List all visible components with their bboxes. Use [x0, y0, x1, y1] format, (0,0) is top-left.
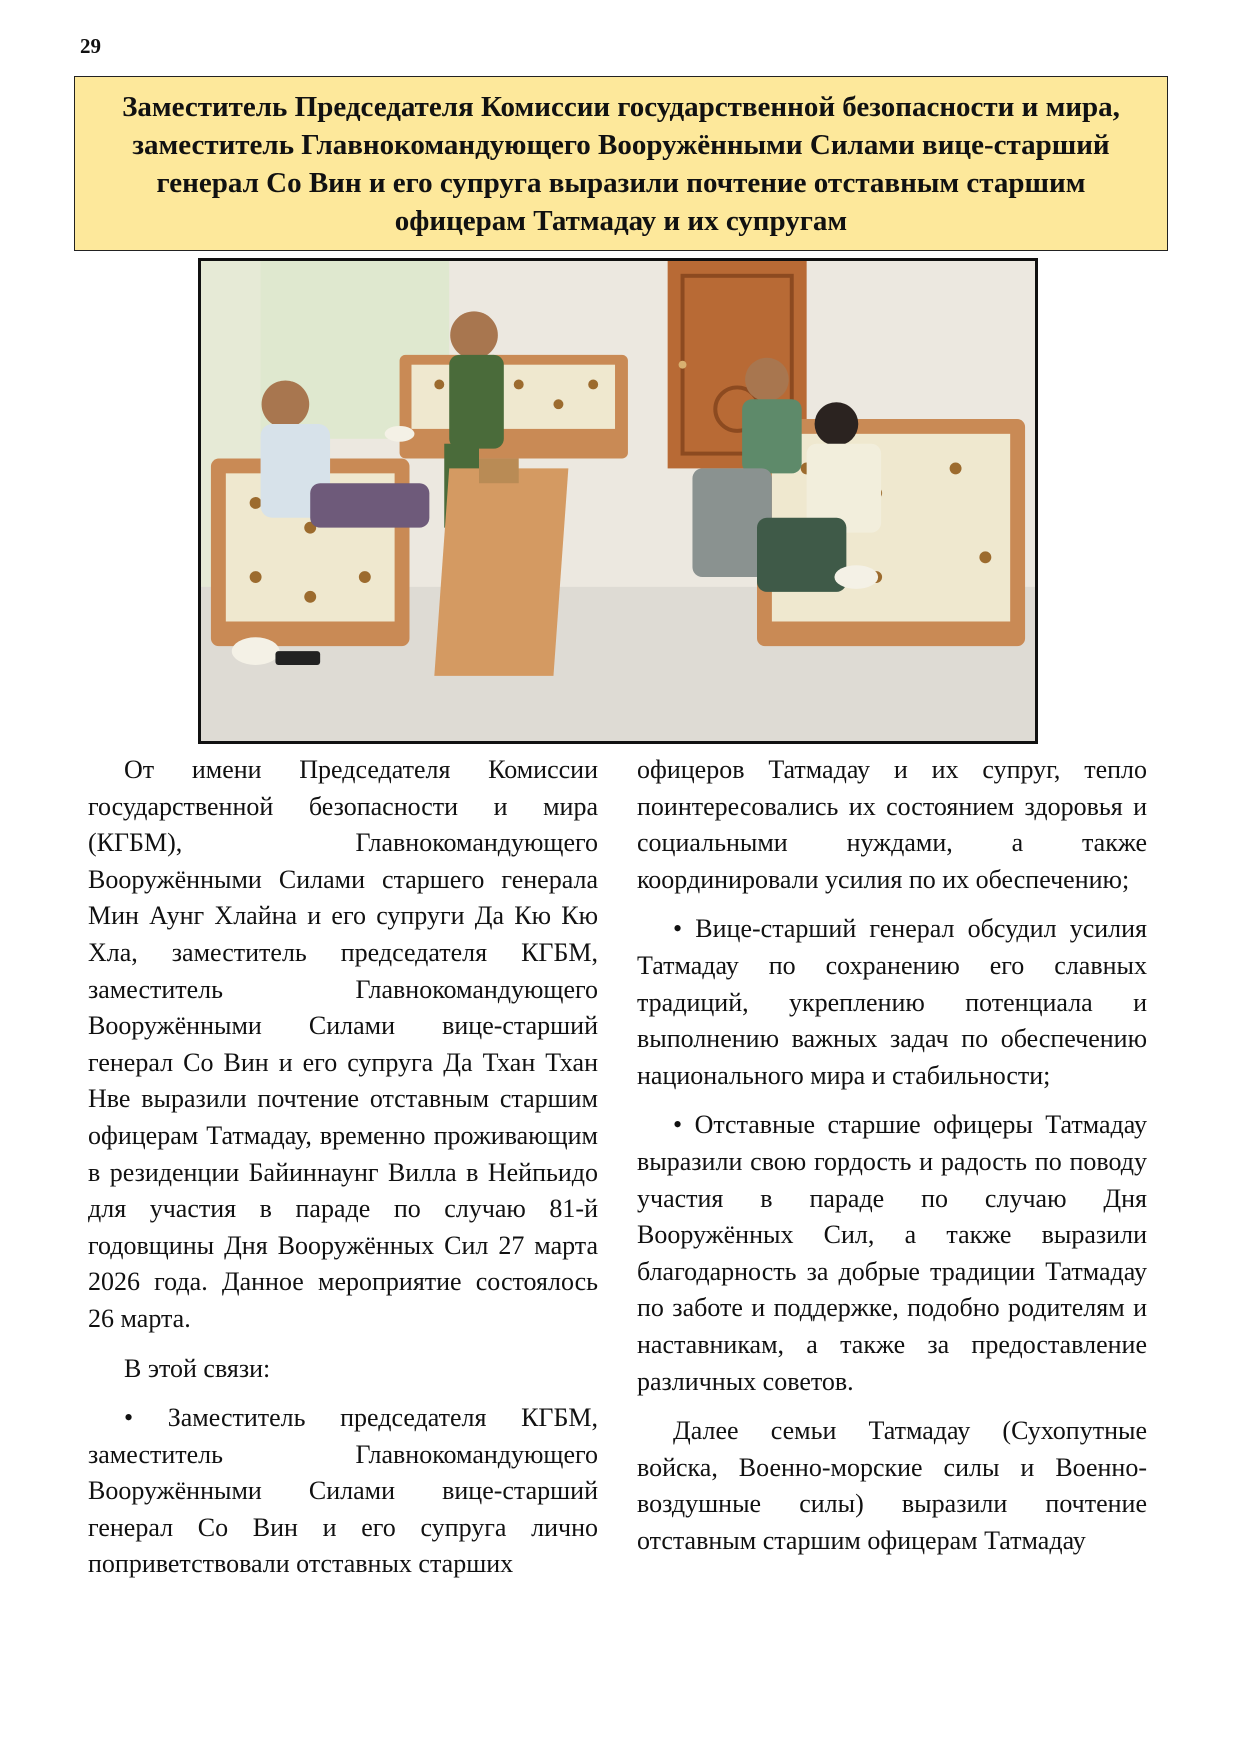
bullet-1-end: офицеров Татмадау и их супруг, тепло поинтересовались их состоянием здоровья и социальными нуждами, а также координировали усилия по их обеспечению;	[637, 755, 1147, 894]
bullet-icon: •	[673, 914, 683, 944]
right-column	[637, 752, 1147, 1572]
title-box	[74, 76, 1168, 251]
bullet-icon: •	[124, 1403, 134, 1433]
article-title: Заместитель Председателя Комиссии государственной безопасности и мира, заместитель Главнокомандующего Вооружёнными Силами вице-старший генерал Со Вин и его супруга выразили почтение отставным старшим офицерам Татмадау и их супругам	[122, 90, 1120, 237]
article-photo	[198, 258, 1038, 744]
page-number: 29	[80, 34, 101, 58]
bullet-3	[637, 1107, 1147, 1400]
intro-paragraph: От имени Председателя Комиссии государственной безопасности и мира (КГБМ), Главнокомандующего Вооружёнными Силами старшего генерала Мин Аунг Хлайна и его супруги Да Кю Кю Хла, заместитель председателя КГБМ, заместитель Главнокомандующего Вооружёнными Силами вице-старший генерал Со Вин и его супруга Да Тхан Тхан Нве выразили почтение отставным старшим офицерам Татмадау, временно проживающим в резиденции Байиннаунг Вилла в Нейпьидо для участия в параде по случаю 81-й годовщины Дня Вооружённых Сил 27 марта 2026 года. Данное мероприятие состоялось 26 марта.	[88, 755, 598, 1333]
bullet-2	[637, 911, 1147, 1094]
bullet-icon: •	[673, 1110, 683, 1140]
left-column	[88, 752, 598, 1596]
bullet-1-start	[88, 1400, 598, 1583]
bullet-2-text: Вице-старший генерал обсудил усилия Татмадау по сохранению его славных традиций, укреплению потенциала и выполнению важных задач по обеспечению национального мира и стабильности;	[637, 914, 1148, 1090]
in-this-regard-paragraph: В этой связи:	[124, 1353, 271, 1383]
bullet-1-text: Заместитель председателя КГБМ, заместитель Главнокомандующего Вооружёнными Силами вице-старший генерал Со Вин и его супруга лично поприветствовали отставных старших	[88, 1403, 598, 1579]
bullet-3-text: Отставные старшие офицеры Татмадау выразили свою гордость и радость по поводу участия в параде по случаю Дня Вооружённых Сил, а также выразили благодарность за добрые традиции Татмадау по заботе и поддержке, подобно родителям и наставникам, а также за предоставление различных советов.	[637, 1110, 1148, 1396]
closing-paragraph: Далее семьи Татмадау (Сухопутные войска, Военно-морские силы и Военно-воздушные силы) выразили почтение отставным старшим офицерам Татмадау	[637, 1416, 1147, 1555]
photo-meeting-icon	[201, 261, 1035, 741]
